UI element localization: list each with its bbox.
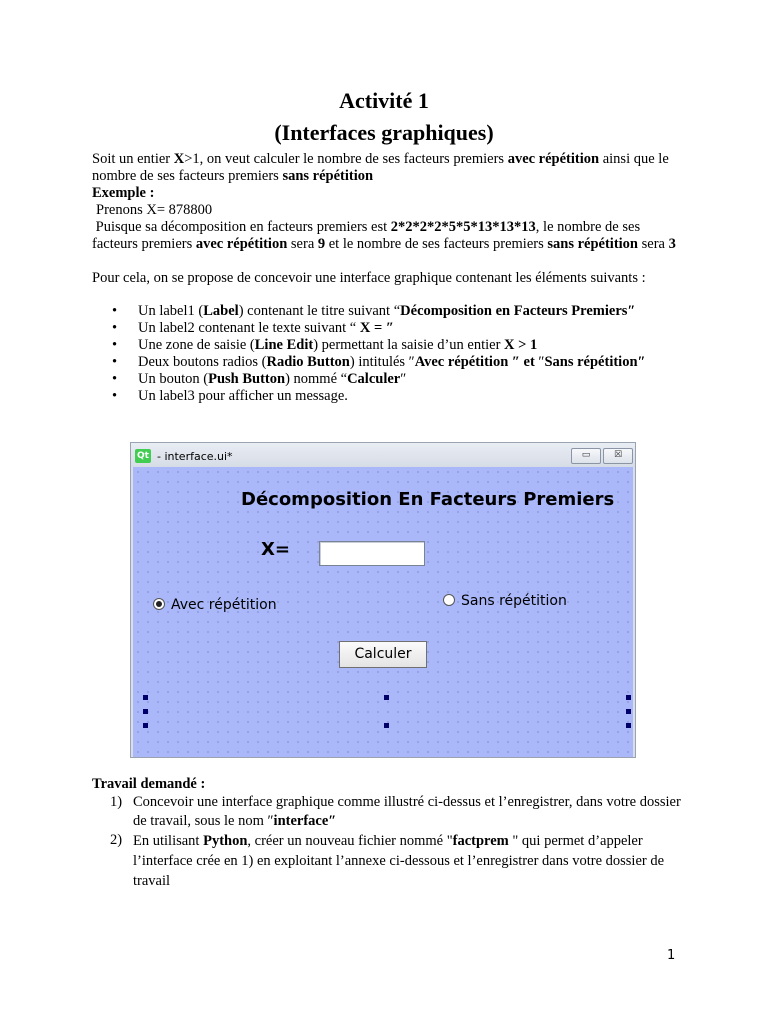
list-item: • Un label2 contenant le texte suivant “ X = ″ <box>112 320 394 336</box>
list-item: • Un label3 pour afficher un message. <box>112 388 348 404</box>
list-item: • Une zone de saisie (Line Edit) permettant la saisie d’un entier X > 1 <box>112 337 538 353</box>
qt-designer-window <box>130 442 636 758</box>
example-heading: Exemple : <box>92 185 155 201</box>
list-item: • Un bouton (Push Button) nommé “Calculer″ <box>112 371 407 387</box>
qt-logo-icon: Qt <box>135 449 151 463</box>
close-button[interactable]: ☒ <box>603 448 633 464</box>
pour-cela-paragraph: Pour cela, on se propose de concevoir une interface graphique contenant les éléments suivants : <box>92 270 646 286</box>
label2-x: X= <box>261 539 290 560</box>
selection-handle-icon[interactable] <box>626 695 631 700</box>
travail-item-2: 2) En utilisant Python, créer un nouveau fichier nommé "factprem " qui permet d’appeler l’interface crée en 1) en exploitant l’annexe ci-dessous et l’enregistrer dans votre dossier de travail <box>110 832 665 889</box>
list-item: • Un label1 (Label) contenant le titre suivant “Décomposition en Facteurs Premiers″ <box>112 303 636 319</box>
radio-avec-repetition[interactable]: Avec répétition <box>153 597 277 613</box>
travail-item-1: 1) Concevoir une interface graphique comme illustré ci-dessus et l’enregistrer, dans votre dossier de travail, sous le nom ″interface″ <box>110 794 681 829</box>
radio-sans-repetition[interactable]: Sans répétition <box>443 593 567 609</box>
selection-handle-icon[interactable] <box>143 695 148 700</box>
form-canvas <box>133 467 633 757</box>
window-title: - interface.ui* <box>157 450 233 463</box>
minimize-button[interactable]: ▭ <box>571 448 601 464</box>
page-title: Activité 1 <box>339 88 429 113</box>
travail-heading: Travail demandé : <box>92 776 206 792</box>
label1-title: Décomposition En Facteurs Premiers <box>241 489 615 510</box>
list-item: • Deux boutons radios (Radio Button) intitulés ″Avec répétition ″ et ″Sans répétition″ <box>112 354 646 370</box>
intro-paragraph: Soit un entier X>1, on veut calculer le nombre de ses facteurs premiers avec répétition ainsi que le nombre de ses facteurs premiers sans répétition <box>92 151 669 184</box>
calculer-button[interactable]: Calculer <box>339 641 427 668</box>
radio-unchecked-icon <box>443 594 455 606</box>
x-line-edit[interactable] <box>319 541 425 566</box>
radio-checked-icon <box>153 598 165 610</box>
selection-handle-icon[interactable] <box>143 723 148 728</box>
selection-handle-icon[interactable] <box>384 723 389 728</box>
selection-handle-icon[interactable] <box>384 695 389 700</box>
example-paragraph: Puisque sa décomposition en facteurs premiers est 2*2*2*2*5*5*13*13*13, le nombre de ses facteurs premiers avec répétition sera 9 et le nombre de ses facteurs premiers sans répétition sera 3 <box>92 219 676 252</box>
window-titlebar <box>131 443 635 467</box>
page-number: 1 <box>667 948 676 963</box>
selection-handle-icon[interactable] <box>626 709 631 714</box>
selection-handle-icon[interactable] <box>143 709 148 714</box>
page-subtitle: (Interfaces graphiques) <box>274 120 494 145</box>
requirements-list <box>110 303 680 405</box>
selection-handle-icon[interactable] <box>626 723 631 728</box>
example-prenons: Prenons X= 878800 <box>96 202 213 218</box>
